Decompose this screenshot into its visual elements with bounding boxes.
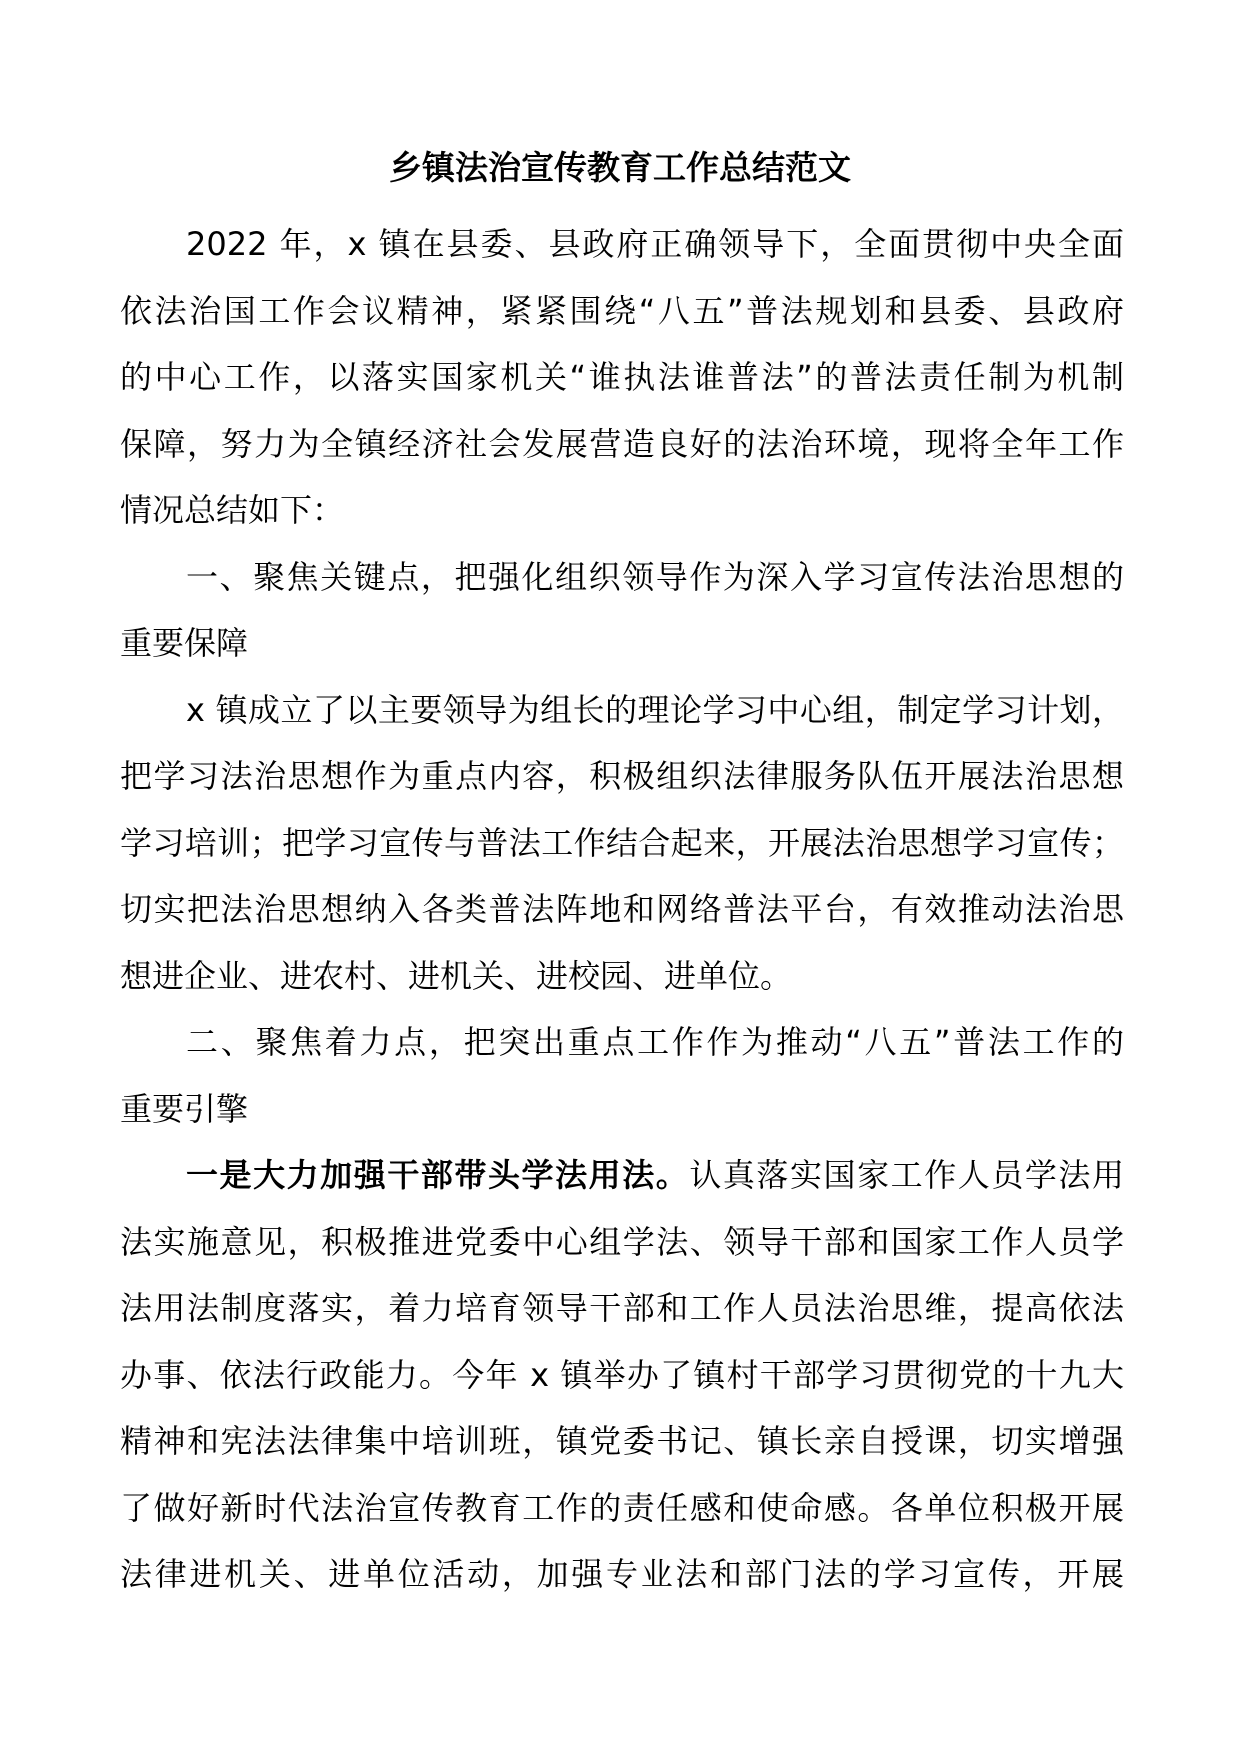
section-heading-1 xyxy=(120,544,1124,677)
text-line: 依法治国工作会议精神，紧紧围绕“八五”普法规划和县委、县政府 xyxy=(120,291,1124,330)
paragraph-section-1 xyxy=(120,677,1124,1010)
text-line: 切实把法治思想纳入各类普法阵地和网络普法平台，有效推动法治思 xyxy=(120,890,1124,928)
text-line: 情况总结如下： xyxy=(120,491,345,529)
paragraph-intro xyxy=(120,211,1124,544)
text-run: 认真落实国家工作人员学法用 xyxy=(689,1156,1124,1194)
text-line: 保障，努力为全镇经济社会发展营造良好的法治环境，现将全年工作 xyxy=(120,424,1124,463)
text-line: 想进企业、进农村、进机关、进校园、进单位。 xyxy=(120,956,793,995)
text-line: 把学习法治思想作为重点内容，积极组织法律服务队伍开展法治思想 xyxy=(120,757,1124,795)
text-line xyxy=(120,1142,1124,1209)
text-line: 法实施意见，积极推进党委中心组学法、领导干部和国家工作人员学 xyxy=(120,1222,1124,1261)
text-line: 二、聚焦着力点，把突出重点工作作为推动“八五”普法工作的 xyxy=(186,1023,1124,1061)
text-line: 重要保障 xyxy=(120,624,249,662)
text-line: 2022 年，x 镇在县委、县政府正确领导下，全面贯彻中央全面 xyxy=(186,225,1124,263)
text-line: x 镇成立了以主要领导为组长的理论学习中心组，制定学习计划， xyxy=(186,690,1124,729)
document-body xyxy=(120,211,1124,1608)
text-line: 一、聚焦关键点，把强化组织领导作为深入学习宣传法治思想的 xyxy=(186,557,1124,596)
text-line: 的中心工作，以落实国家机关“谁执法谁普法”的普法责任制为机制 xyxy=(120,358,1124,396)
text-line: 精神和宪法法律集中培训班，镇党委书记、镇长亲自授课，切实增强 xyxy=(120,1422,1124,1460)
section-heading-2 xyxy=(120,1009,1124,1142)
bold-lead: 一是大力加强干部带头学法用法。 xyxy=(186,1156,690,1194)
text-line: 办事、依法行政能力。今年 x 镇举办了镇村干部学习贯彻党的十九大 xyxy=(120,1355,1124,1394)
text-line: 了做好新时代法治宣传教育工作的责任感和使命感。各单位积极开展 xyxy=(120,1488,1124,1527)
text-line: 学习培训；把学习宣传与普法工作结合起来，开展法治思想学习宣传； xyxy=(120,823,1124,862)
text-line: 法用法制度落实，着力培育领导干部和工作人员法治思维，提高依法 xyxy=(120,1289,1124,1327)
document-title: 乡镇法治宣传教育工作总结范文 xyxy=(389,148,851,187)
paragraph-section-2 xyxy=(120,1142,1124,1608)
text-line: 重要引擎 xyxy=(120,1089,249,1128)
text-line: 法律进机关、进单位活动，加强专业法和部门法的学习宣传，开展 xyxy=(120,1555,1124,1593)
